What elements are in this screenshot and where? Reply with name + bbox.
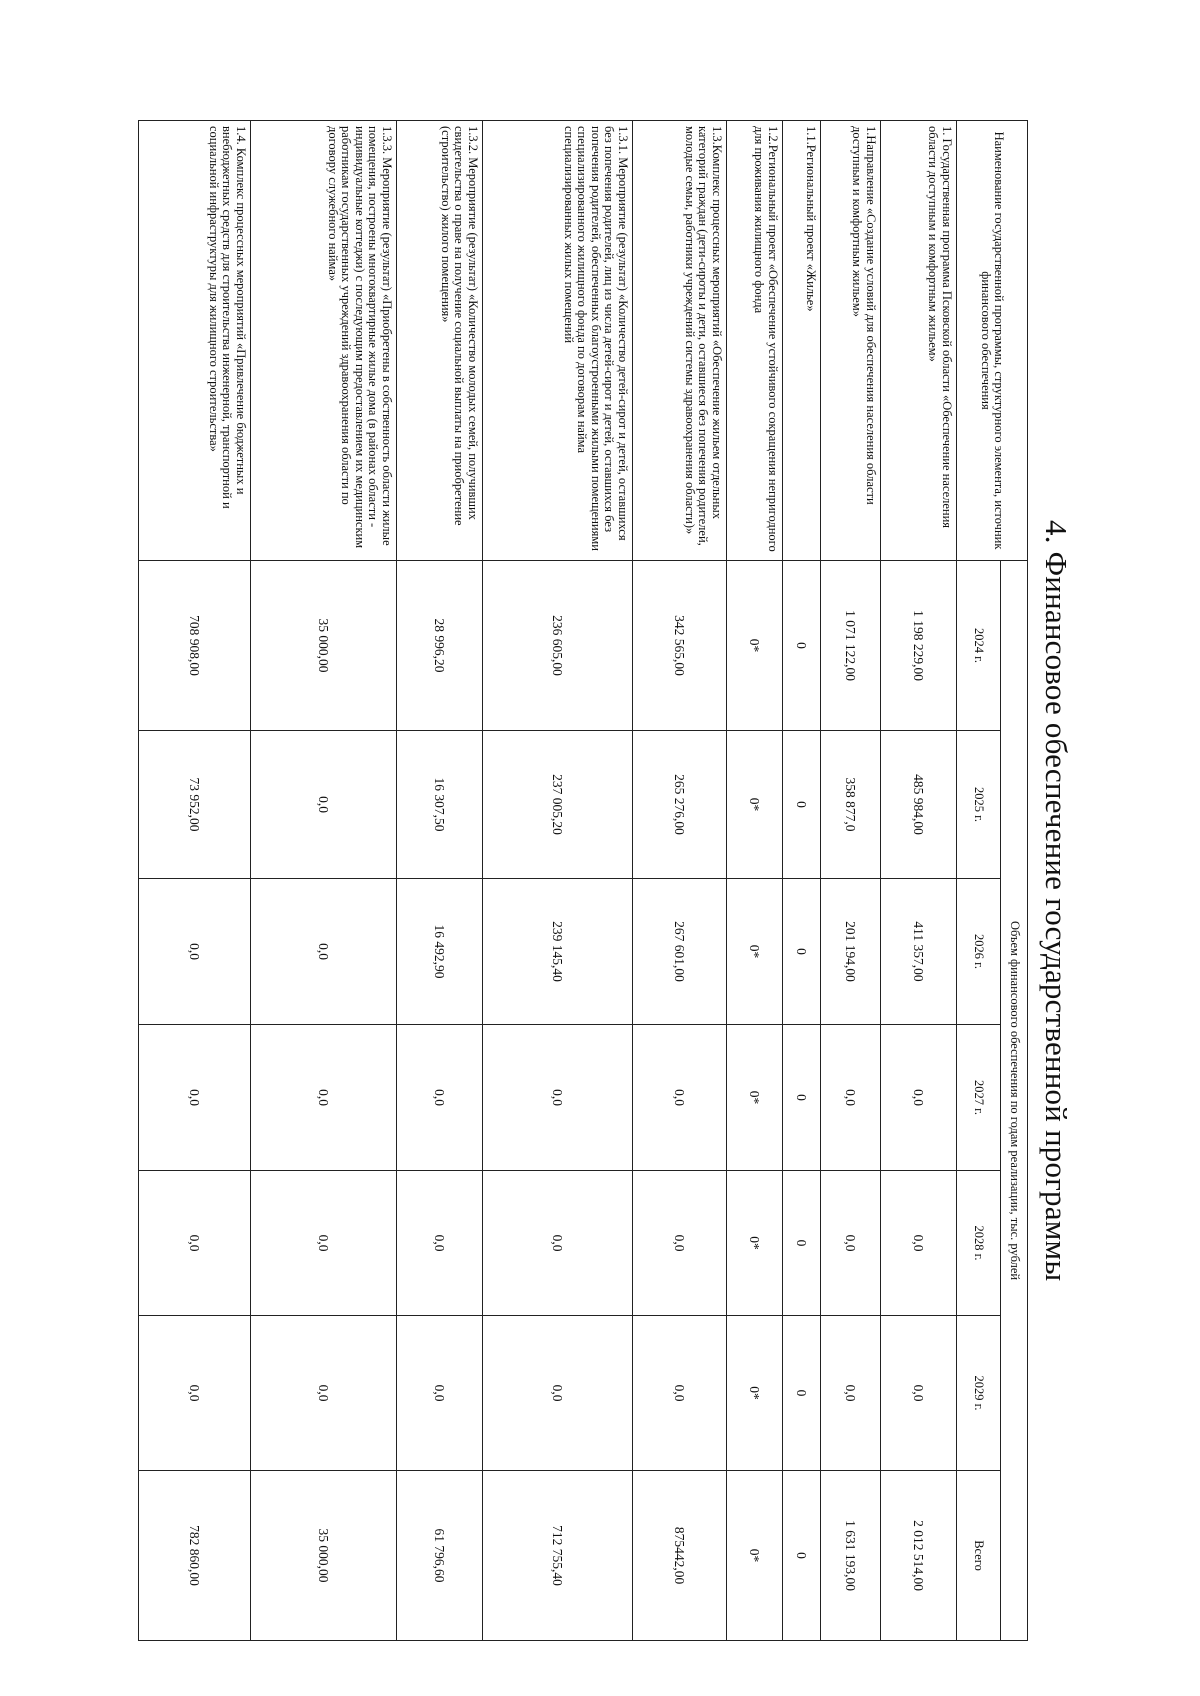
table-row bbox=[397, 121, 483, 1641]
row-value-cell: 0,0 bbox=[633, 1316, 727, 1471]
row-value-cell: 0* bbox=[727, 561, 783, 731]
row-value-cell: 0,0 bbox=[881, 1171, 957, 1316]
header-year-2029: 2029 г. bbox=[957, 1316, 1001, 1471]
header-total: Всего bbox=[957, 1471, 1001, 1641]
row-total-cell: 0 bbox=[783, 1471, 821, 1641]
row-value-cell: 0 bbox=[783, 1316, 821, 1471]
row-value-cell: 485 984,00 bbox=[881, 731, 957, 879]
row-total-cell: 2 012 514,00 bbox=[881, 1471, 957, 1641]
row-value-cell: 16 492,90 bbox=[397, 879, 483, 1025]
header-volume-cell: Объем финансового обеспечения по годам реализации, тыс. рублей bbox=[1001, 561, 1028, 1641]
row-value-cell: 0,0 bbox=[483, 1316, 633, 1471]
row-value-cell: 28 996,20 bbox=[397, 561, 483, 731]
table-row bbox=[727, 121, 783, 1641]
row-value-cell: 0,0 bbox=[251, 1025, 397, 1171]
row-name-cell: 1.2.Региональный проект «Обеспечение устойчивого сокращения непригодного для проживания жилищного фонда bbox=[727, 121, 783, 561]
row-value-cell: 35 000,00 bbox=[251, 561, 397, 731]
table-row bbox=[821, 121, 881, 1641]
row-name-cell: 1.3.Комплекс процессных мероприятий «Обеспечение жильем отдельных категорий граждан (дети-сироты и дети, оставшиеся без попечения родителей, молодые семьи, работники учреждений системы здравоохранения области)» bbox=[633, 121, 727, 561]
row-value-cell: 708 908,00 bbox=[139, 561, 251, 731]
row-total-cell: 782 860,00 bbox=[139, 1471, 251, 1641]
row-value-cell: 0 bbox=[783, 731, 821, 879]
row-value-cell: 0,0 bbox=[821, 1025, 881, 1171]
row-value-cell: 0,0 bbox=[483, 1025, 633, 1171]
header-year-2024: 2024 г. bbox=[957, 561, 1001, 731]
row-value-cell: 0,0 bbox=[139, 1025, 251, 1171]
row-value-cell: 0,0 bbox=[397, 1171, 483, 1316]
row-value-cell: 0* bbox=[727, 731, 783, 879]
row-value-cell: 239 145,40 bbox=[483, 879, 633, 1025]
header-year-2028: 2028 г. bbox=[957, 1171, 1001, 1316]
row-value-cell: 73 952,00 bbox=[139, 731, 251, 879]
row-value-cell: 358 877,0 bbox=[821, 731, 881, 879]
row-value-cell: 1 071 122,00 bbox=[821, 561, 881, 731]
row-value-cell: 267 601,00 bbox=[633, 879, 727, 1025]
row-value-cell: 0* bbox=[727, 1316, 783, 1471]
row-value-cell: 0,0 bbox=[251, 1171, 397, 1316]
row-value-cell: 0,0 bbox=[821, 1171, 881, 1316]
row-value-cell: 237 005,20 bbox=[483, 731, 633, 879]
row-value-cell: 1 198 229,00 bbox=[881, 561, 957, 731]
header-year-2025: 2025 г. bbox=[957, 731, 1001, 879]
row-name-cell: 1.3.3. Мероприятие (результат) «Приобретены в собственность области жилые помещения, построены многоквартирные жилые дома (в районах области - индивидуальные коттеджи) с последующим предоставлением их медицинским работникам государственных учреждений здравоохранения области по договору служебного найма» bbox=[251, 121, 397, 561]
table-row bbox=[881, 121, 957, 1641]
row-total-cell: 1 631 193,00 bbox=[821, 1471, 881, 1641]
row-value-cell: 0,0 bbox=[251, 731, 397, 879]
row-value-cell: 201 194,00 bbox=[821, 879, 881, 1025]
financing-table bbox=[138, 120, 1028, 1641]
row-name-cell: 1.3.1. Мероприятие (результат) «Количество детей-сирот и детей, оставшихся без попечения родителей, лиц из числа детей-сирот и детей, оставшихся без попечения родителей, обеспеченных благоустроенными жилыми помещениями специализированного жилищного фонда по договорам найма специализированных жилых помещений bbox=[483, 121, 633, 561]
row-name-cell: 1.1.Региональный проект «Жилье» bbox=[783, 121, 821, 561]
row-value-cell: 0,0 bbox=[251, 1316, 397, 1471]
row-value-cell: 16 307,50 bbox=[397, 731, 483, 879]
row-value-cell: 0,0 bbox=[881, 1316, 957, 1471]
row-value-cell: 0 bbox=[783, 1171, 821, 1316]
row-value-cell: 0,0 bbox=[483, 1171, 633, 1316]
row-total-cell: 35 000,00 bbox=[251, 1471, 397, 1641]
row-value-cell: 265 276,00 bbox=[633, 731, 727, 879]
row-value-cell: 0 bbox=[783, 561, 821, 731]
document-title: 4. Финансовое обеспечение государственной программы bbox=[1039, 520, 1074, 1282]
row-name-cell: 1.4. Комплекс процессных мероприятий «Привлечение бюджетных и внебюджетных средств для строительства инженерной, транспортной и социальной инфраструктуры для жилищного строительства» bbox=[139, 121, 251, 561]
row-value-cell: 0,0 bbox=[633, 1171, 727, 1316]
row-total-cell: 712 755,40 bbox=[483, 1471, 633, 1641]
row-total-cell: 0* bbox=[727, 1471, 783, 1641]
row-value-cell: 342 565,00 bbox=[633, 561, 727, 731]
row-total-cell: 875442,00 bbox=[633, 1471, 727, 1641]
row-name-cell: 1. Государственная программа Псковской области «Обеспечение населения области доступным и комфортным жильем» bbox=[881, 121, 957, 561]
row-total-cell: 61 796,60 bbox=[397, 1471, 483, 1641]
row-value-cell: 236 605,00 bbox=[483, 561, 633, 731]
row-value-cell: 0* bbox=[727, 879, 783, 1025]
row-value-cell: 411 357,00 bbox=[881, 879, 957, 1025]
table-row bbox=[483, 121, 633, 1641]
row-value-cell: 0 bbox=[783, 1025, 821, 1171]
table-row bbox=[139, 121, 251, 1641]
table-row bbox=[251, 121, 397, 1641]
row-value-cell: 0* bbox=[727, 1025, 783, 1171]
header-year-2027: 2027 г. bbox=[957, 1025, 1001, 1171]
table-row bbox=[633, 121, 727, 1641]
row-value-cell: 0 bbox=[783, 879, 821, 1025]
row-name-cell: 1.Направление «Создание условий для обеспечения населения области доступным и комфортным жильем» bbox=[821, 121, 881, 561]
row-value-cell: 0,0 bbox=[139, 1171, 251, 1316]
row-value-cell: 0,0 bbox=[139, 1316, 251, 1471]
table-row bbox=[783, 121, 821, 1641]
row-value-cell: 0,0 bbox=[139, 879, 251, 1025]
row-value-cell: 0,0 bbox=[397, 1316, 483, 1471]
row-value-cell: 0,0 bbox=[397, 1025, 483, 1171]
row-value-cell: 0,0 bbox=[821, 1316, 881, 1471]
header-name-cell: Наименование государственной программы, структурного элемента, источник финансового обеспечения bbox=[957, 121, 1028, 561]
row-value-cell: 0,0 bbox=[881, 1025, 957, 1171]
row-value-cell: 0,0 bbox=[251, 879, 397, 1025]
row-value-cell: 0* bbox=[727, 1171, 783, 1316]
row-value-cell: 0,0 bbox=[633, 1025, 727, 1171]
row-name-cell: 1.3.2. Мероприятие (результат) «Количество молодых семей, получивших свидетельства о праве на получение социальной выплаты на приобретение (строительство) жилого помещения» bbox=[397, 121, 483, 561]
header-year-2026: 2026 г. bbox=[957, 879, 1001, 1025]
